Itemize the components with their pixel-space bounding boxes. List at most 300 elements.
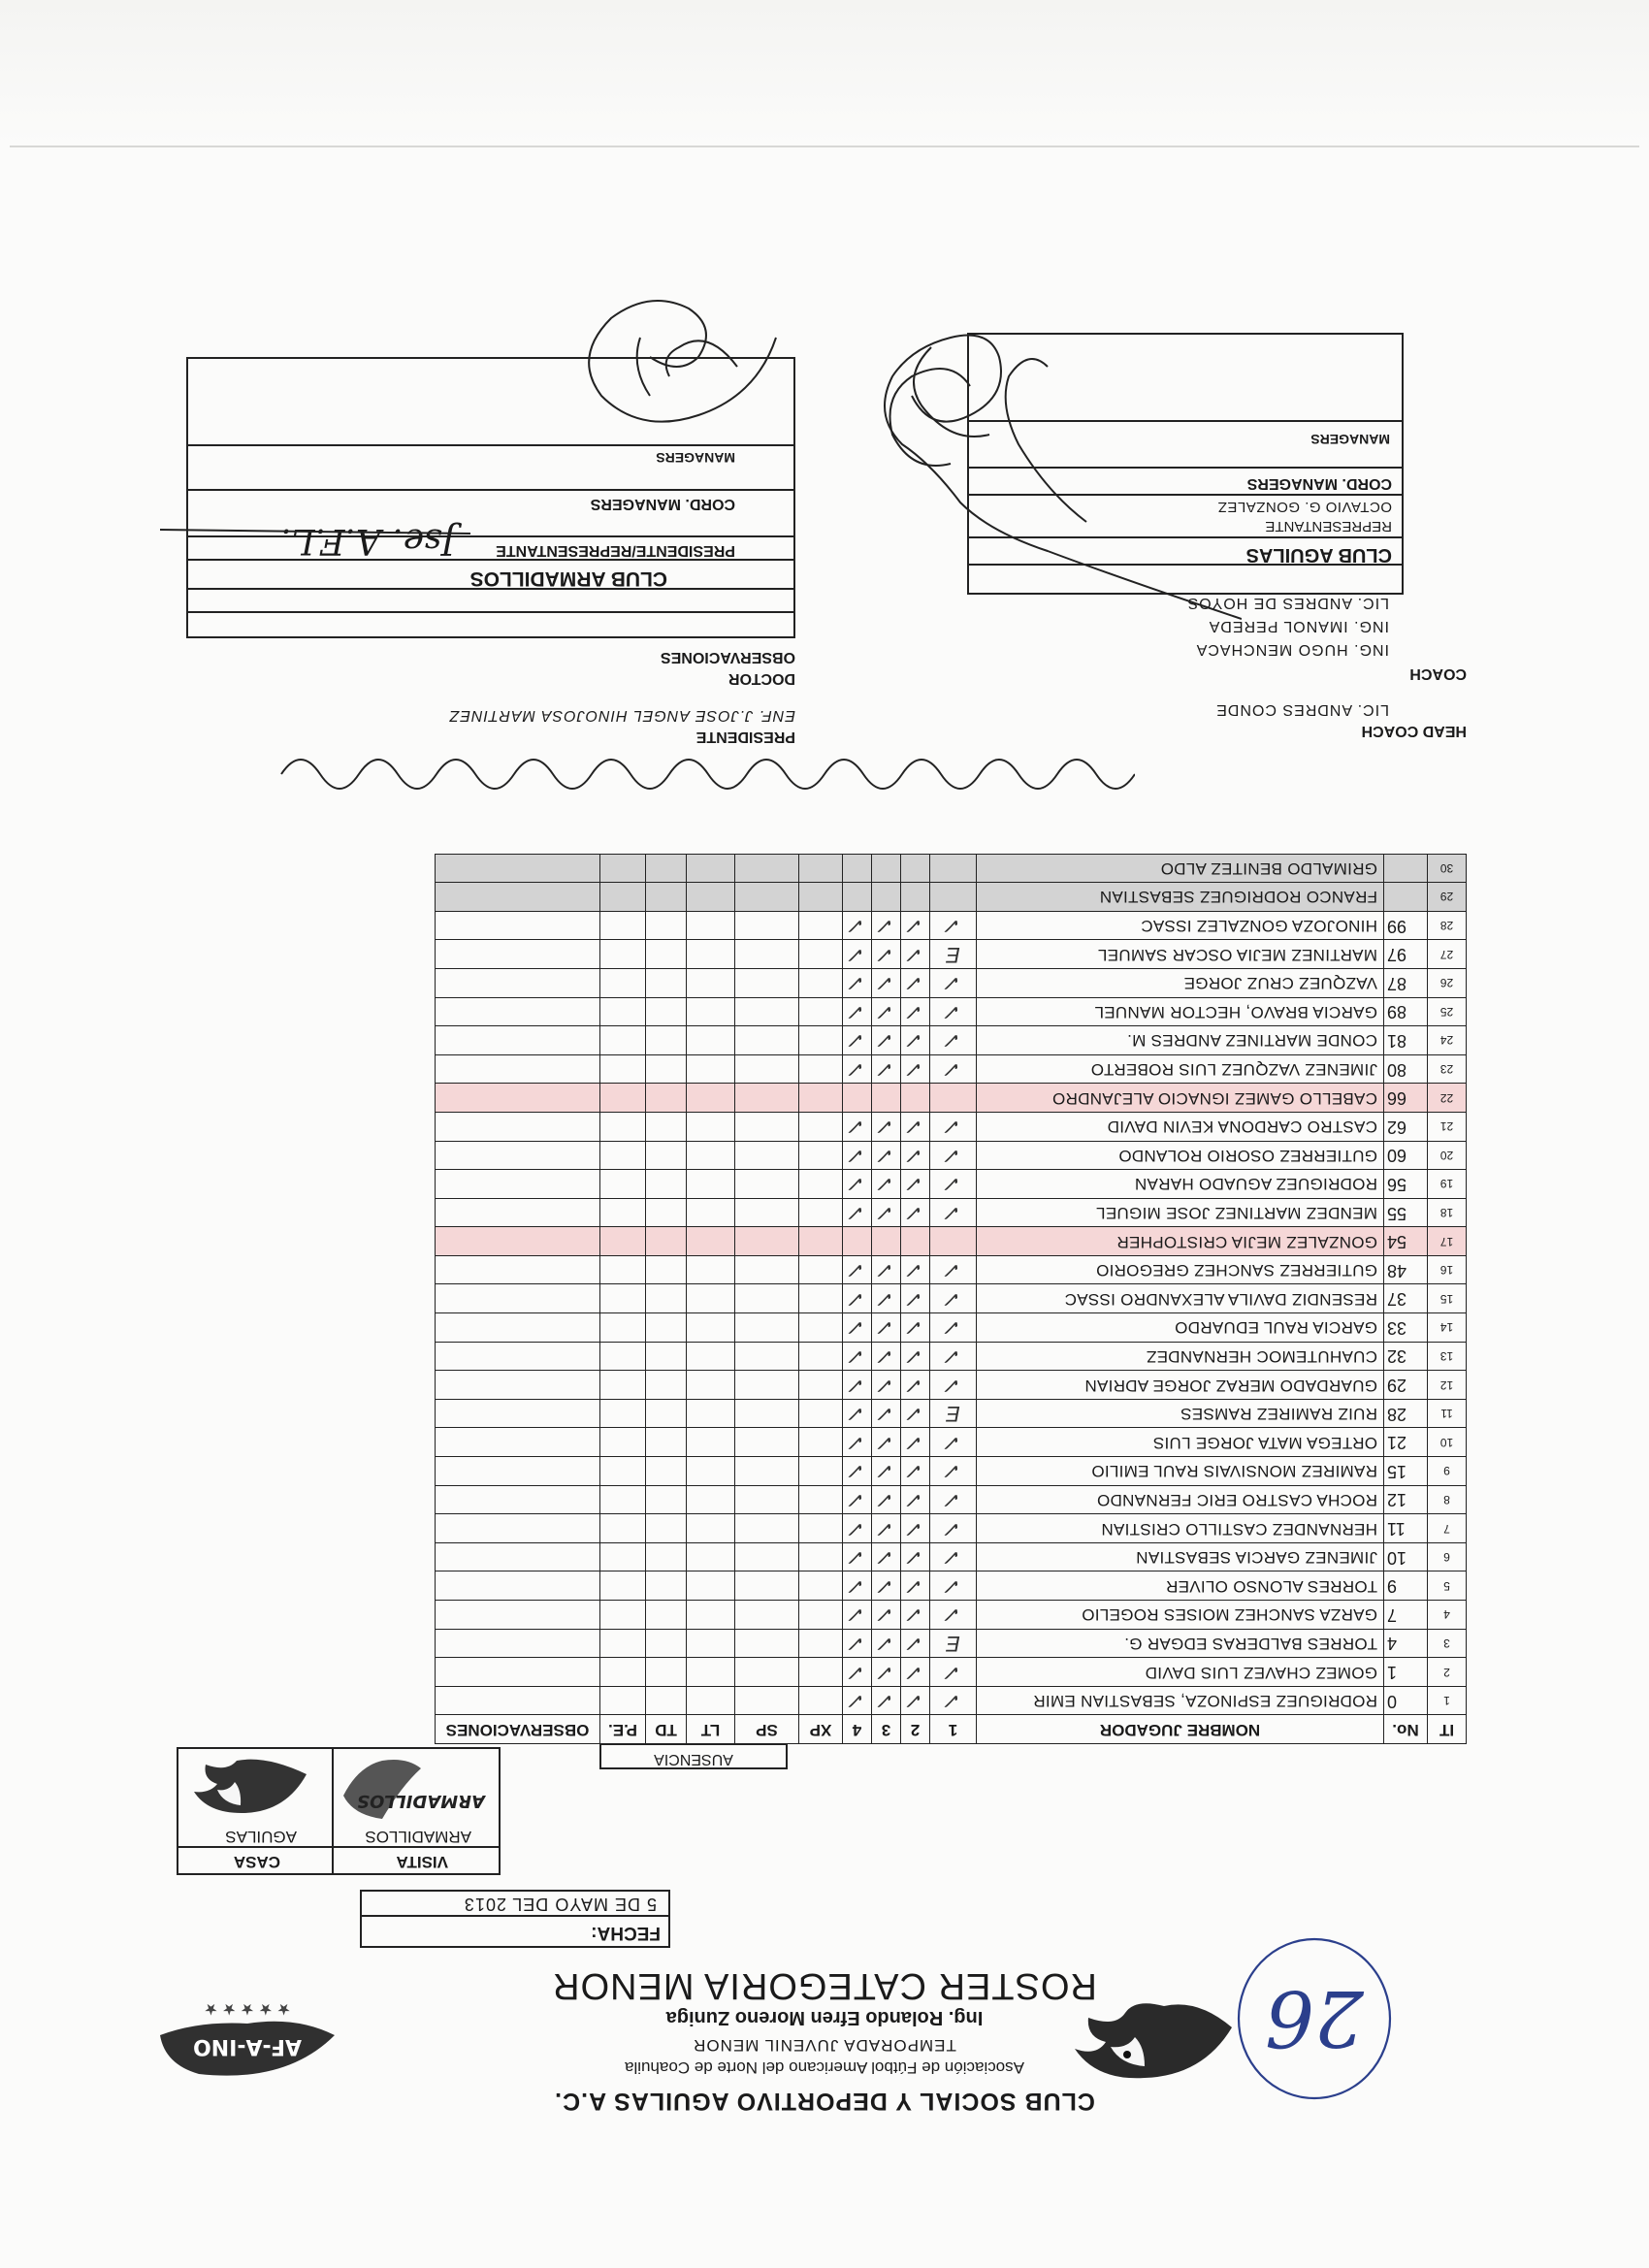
row-xp-cell	[799, 883, 843, 912]
row-lt-cell	[687, 1141, 735, 1170]
row-quarter-mark-4: ✓	[843, 1542, 872, 1571]
row-quarter-mark-4: ✓	[843, 968, 872, 997]
row-item-number: 5	[1428, 1571, 1467, 1601]
row-quarter-mark-1: ✓	[930, 1141, 977, 1170]
row-quarter-mark-4: ✓	[843, 1399, 872, 1428]
row-pe-cell	[600, 1170, 646, 1199]
row-quarter-mark-1: ✓	[930, 968, 977, 997]
row-quarter-mark-4: ✓	[843, 1686, 872, 1715]
row-td-cell	[646, 1399, 687, 1428]
row-observaciones-cell	[436, 1428, 600, 1457]
row-td-cell	[646, 1227, 687, 1256]
roster-row	[436, 1601, 1467, 1630]
row-item-number: 8	[1428, 1485, 1467, 1514]
row-observaciones-cell	[436, 854, 600, 883]
ausencia-2-header: 2	[901, 1715, 930, 1744]
row-sp-cell	[735, 1141, 799, 1170]
row-quarter-mark-4: ✓	[843, 1112, 872, 1141]
row-jersey-number: 33	[1384, 1313, 1428, 1343]
row-td-cell	[646, 940, 687, 969]
svg-text:★ ★ ★ ★ ★: ★ ★ ★ ★ ★	[204, 2000, 291, 2017]
row-quarter-mark-4: ✓	[843, 997, 872, 1026]
casa-label: CASA	[233, 1853, 280, 1871]
row-sp-cell	[735, 1284, 799, 1313]
row-quarter-mark-3: ✓	[872, 1342, 901, 1371]
row-quarter-mark-3: ✓	[872, 1658, 901, 1687]
row-observaciones-cell	[436, 911, 600, 940]
row-quarter-mark-1: ✓	[930, 1198, 977, 1227]
row-quarter-mark-4: ✓	[843, 1313, 872, 1343]
row-item-number: 25	[1428, 997, 1467, 1026]
row-player-name: TORRES ALONSO OLIVER	[977, 1571, 1384, 1601]
row-quarter-mark-4: ✓	[843, 1198, 872, 1227]
association-name: Asociación de Fútbol Americano del Norte de Coahuila	[624, 2058, 1025, 2077]
row-quarter-mark-2: ✓	[901, 1371, 930, 1400]
row-quarter-mark-3: ✓	[872, 1514, 901, 1543]
row-sp-cell	[735, 1457, 799, 1486]
row-observaciones-cell	[436, 1542, 600, 1571]
row-xp-cell	[799, 1457, 843, 1486]
row-observaciones-cell	[436, 1629, 600, 1658]
row-pe-cell	[600, 1514, 646, 1543]
row-jersey-number: 66	[1384, 1084, 1428, 1113]
row-observaciones-cell	[436, 1371, 600, 1400]
row-quarter-mark-3: ✓	[872, 1601, 901, 1630]
row-xp-cell	[799, 1658, 843, 1687]
row-quarter-mark-2: ✓	[901, 1284, 930, 1313]
row-quarter-mark-2: ✓	[901, 1198, 930, 1227]
roster-row	[436, 1399, 1467, 1428]
head-coach-label: HEAD COACH	[1361, 723, 1467, 739]
row-xp-cell	[799, 1227, 843, 1256]
roster-row	[436, 1255, 1467, 1284]
row-sp-cell	[735, 1026, 799, 1055]
row-quarter-mark-3	[872, 1227, 901, 1256]
row-sp-cell	[735, 1054, 799, 1084]
row-jersey-number: 48	[1384, 1255, 1428, 1284]
row-xp-cell	[799, 1313, 843, 1343]
row-item-number: 21	[1428, 1112, 1467, 1141]
row-player-name: ROCHA CASTRO ERIC FERNANDO	[977, 1485, 1384, 1514]
aguilas-team-logo-icon	[188, 1751, 314, 1823]
row-sp-cell	[735, 940, 799, 969]
row-xp-cell	[799, 1198, 843, 1227]
row-player-name: GARZA SANCHEZ MOISES ROGELIO	[977, 1601, 1384, 1630]
roster-row	[436, 997, 1467, 1026]
row-quarter-mark-4: ✓	[843, 1255, 872, 1284]
row-quarter-mark-2: ✓	[901, 1112, 930, 1141]
row-item-number: 10	[1428, 1428, 1467, 1457]
row-player-name: GARCIA BRAVO, HECTOR MANUEL	[977, 997, 1384, 1026]
row-xp-cell	[799, 1399, 843, 1428]
row-player-name: JIMENEZ GARCIA SEBASTIAN	[977, 1542, 1384, 1571]
roster-row	[436, 1141, 1467, 1170]
row-player-name: GUTIERREZ OSORIO ROLANDO	[977, 1141, 1384, 1170]
teams-box	[177, 1747, 501, 1875]
row-td-cell	[646, 1686, 687, 1715]
row-lt-cell	[687, 1255, 735, 1284]
row-quarter-mark-2: ✓	[901, 1342, 930, 1371]
row-xp-cell	[799, 854, 843, 883]
row-lt-cell	[687, 883, 735, 912]
row-quarter-mark-3: ✓	[872, 1313, 901, 1343]
row-xp-cell	[799, 940, 843, 969]
row-quarter-mark-4: ✓	[843, 1514, 872, 1543]
row-lt-cell	[687, 1170, 735, 1199]
row-sp-cell	[735, 1084, 799, 1113]
row-sp-cell	[735, 997, 799, 1026]
row-quarter-mark-2	[901, 1084, 930, 1113]
row-player-name: RODRIGUEZ ESPINOZA, SEBASTIAN EMIR	[977, 1686, 1384, 1715]
row-jersey-number: 15	[1384, 1457, 1428, 1486]
row-pe-cell	[600, 1542, 646, 1571]
row-sp-cell	[735, 1542, 799, 1571]
row-td-cell	[646, 1542, 687, 1571]
row-quarter-mark-2: ✓	[901, 1255, 930, 1284]
row-observaciones-cell	[436, 1284, 600, 1313]
row-player-name: ORTEGA MATA JORGE LUIS	[977, 1428, 1384, 1457]
row-item-number: 27	[1428, 940, 1467, 969]
row-observaciones-cell	[436, 1686, 600, 1715]
row-observaciones-cell	[436, 1170, 600, 1199]
armadillos-handwritten: Jse. A.F.L.	[280, 521, 456, 561]
row-lt-cell	[687, 1112, 735, 1141]
row-quarter-mark-3: ✓	[872, 911, 901, 940]
row-xp-cell	[799, 1026, 843, 1055]
row-pe-cell	[600, 911, 646, 940]
armadillos-signature	[543, 279, 795, 454]
row-lt-cell	[687, 1227, 735, 1256]
row-td-cell	[646, 1084, 687, 1113]
row-lt-cell	[687, 1542, 735, 1571]
row-xp-cell	[799, 1255, 843, 1284]
row-lt-cell	[687, 1428, 735, 1457]
row-item-number: 12	[1428, 1371, 1467, 1400]
fecha-value: 5 DE MAYO DEL 2013	[463, 1895, 657, 1914]
roster-body	[436, 854, 1467, 1715]
row-quarter-mark-3: ✓	[872, 1284, 901, 1313]
roster-row	[436, 1112, 1467, 1141]
row-quarter-mark-1: ✓	[930, 1342, 977, 1371]
row-quarter-mark-1: ✓	[930, 1571, 977, 1601]
row-quarter-mark-1	[930, 1227, 977, 1256]
row-lt-cell	[687, 854, 735, 883]
row-quarter-mark-4: ✓	[843, 1457, 872, 1486]
row-xp-cell	[799, 1371, 843, 1400]
season-name: TEMPORADA JUVENIL MENOR	[693, 2036, 956, 2055]
row-quarter-mark-3	[872, 883, 901, 912]
head-coach-name: LIC. ANDRES CONDE	[1215, 701, 1389, 718]
row-xp-cell	[799, 1170, 843, 1199]
row-sp-cell	[735, 1485, 799, 1514]
row-quarter-mark-4: ✓	[843, 911, 872, 940]
row-player-name: RESENDIZ DAVILA ALEXANDRO ISSAC	[977, 1284, 1384, 1313]
roster-row	[436, 1084, 1467, 1113]
row-jersey-number: 97	[1384, 940, 1428, 969]
row-jersey-number: 28	[1384, 1399, 1428, 1428]
row-quarter-mark-3: ✓	[872, 997, 901, 1026]
row-player-name: MENDEZ MARTINEZ JOSE MIGUEL	[977, 1198, 1384, 1227]
row-jersey-number: 89	[1384, 997, 1428, 1026]
row-xp-cell	[799, 1342, 843, 1371]
row-quarter-mark-4: ✓	[843, 940, 872, 969]
row-quarter-mark-2	[901, 883, 930, 912]
row-quarter-mark-4: ✓	[843, 1658, 872, 1687]
row-quarter-mark-1	[930, 883, 977, 912]
row-sp-cell	[735, 1255, 799, 1284]
row-lt-cell	[687, 1026, 735, 1055]
row-jersey-number: 12	[1384, 1485, 1428, 1514]
roster-row	[436, 1371, 1467, 1400]
fecha-label: FECHA:	[591, 1923, 661, 1943]
coach-1: ING. HUGO MENCHACA	[1195, 641, 1389, 658]
row-pe-cell	[600, 1255, 646, 1284]
row-jersey-number: 32	[1384, 1342, 1428, 1371]
row-pe-cell	[600, 1141, 646, 1170]
row-td-cell	[646, 1629, 687, 1658]
row-quarter-mark-4: ✓	[843, 1284, 872, 1313]
row-quarter-mark-3: ✓	[872, 1542, 901, 1571]
row-player-name: RODRIGUEZ AGUADO HARAN	[977, 1170, 1384, 1199]
row-jersey-number: 56	[1384, 1170, 1428, 1199]
row-observaciones-cell	[436, 1658, 600, 1687]
armadillos-rep-label: PRESIDENTE/REPRESENTANTE	[496, 542, 735, 559]
roster-row	[436, 968, 1467, 997]
row-td-cell	[646, 1112, 687, 1141]
row-quarter-mark-1: E	[930, 1629, 977, 1658]
row-observaciones-cell	[436, 883, 600, 912]
row-lt-cell	[687, 940, 735, 969]
row-pe-cell	[600, 1629, 646, 1658]
row-pe-cell	[600, 1313, 646, 1343]
row-pe-cell	[600, 1686, 646, 1715]
svg-text:26: 26	[1265, 1973, 1364, 2063]
row-quarter-mark-3: ✓	[872, 1112, 901, 1141]
row-pe-cell	[600, 1371, 646, 1400]
row-lt-cell	[687, 1686, 735, 1715]
row-jersey-number: 4	[1384, 1629, 1428, 1658]
pe-header: P.E.	[600, 1715, 646, 1744]
row-sp-cell	[735, 1571, 799, 1601]
row-quarter-mark-3: ✓	[872, 1428, 901, 1457]
row-quarter-mark-3	[872, 1084, 901, 1113]
roster-row	[436, 883, 1467, 912]
row-quarter-mark-2: ✓	[901, 911, 930, 940]
row-observaciones-cell	[436, 1198, 600, 1227]
row-quarter-mark-3: ✓	[872, 1026, 901, 1055]
row-xp-cell	[799, 1141, 843, 1170]
aguilas-rep-name: OCTAVIO G. GONZALEZ	[1217, 499, 1392, 515]
handwritten-circle-number	[1222, 1924, 1406, 2108]
row-quarter-mark-4: ✓	[843, 1571, 872, 1601]
row-quarter-mark-2	[901, 1227, 930, 1256]
row-td-cell	[646, 1342, 687, 1371]
row-item-number: 20	[1428, 1141, 1467, 1170]
row-sp-cell	[735, 1428, 799, 1457]
row-observaciones-cell	[436, 1571, 600, 1601]
row-quarter-mark-2: ✓	[901, 1542, 930, 1571]
row-quarter-mark-1: ✓	[930, 1428, 977, 1457]
roster-row	[436, 1514, 1467, 1543]
roster-row	[436, 1026, 1467, 1055]
row-td-cell	[646, 1284, 687, 1313]
row-sp-cell	[735, 883, 799, 912]
row-lt-cell	[687, 1629, 735, 1658]
row-quarter-mark-2: ✓	[901, 1026, 930, 1055]
row-quarter-mark-1: E	[930, 940, 977, 969]
row-xp-cell	[799, 1084, 843, 1113]
row-td-cell	[646, 1313, 687, 1343]
visita-team: ARMADILLOS	[365, 1828, 471, 1846]
row-quarter-mark-4: ✓	[843, 1342, 872, 1371]
row-item-number: 29	[1428, 883, 1467, 912]
row-xp-cell	[799, 997, 843, 1026]
row-sp-cell	[735, 1371, 799, 1400]
row-item-number: 1	[1428, 1686, 1467, 1715]
row-quarter-mark-2: ✓	[901, 1514, 930, 1543]
row-pe-cell	[600, 997, 646, 1026]
row-observaciones-cell	[436, 997, 600, 1026]
row-quarter-mark-1: ✓	[930, 1686, 977, 1715]
row-jersey-number	[1384, 883, 1428, 912]
coach-label: COACH	[1409, 665, 1467, 682]
row-td-cell	[646, 1371, 687, 1400]
row-td-cell	[646, 1658, 687, 1687]
row-jersey-number: 29	[1384, 1371, 1428, 1400]
row-quarter-mark-1: ✓	[930, 1284, 977, 1313]
row-player-name: RUIZ RAMIREZ RAMSES	[977, 1399, 1384, 1428]
row-pe-cell	[600, 1658, 646, 1687]
row-lt-cell	[687, 1485, 735, 1514]
row-sp-cell	[735, 854, 799, 883]
row-xp-cell	[799, 1686, 843, 1715]
row-player-name: CUAHUTEMOC HERNANDEZ	[977, 1342, 1384, 1371]
armadillos-team-logo-icon	[339, 1751, 489, 1825]
xp-header: XP	[799, 1715, 843, 1744]
row-quarter-mark-1: ✓	[930, 1112, 977, 1141]
row-xp-cell	[799, 1485, 843, 1514]
row-pe-cell	[600, 1054, 646, 1084]
row-item-number: 22	[1428, 1084, 1467, 1113]
row-jersey-number: 11	[1384, 1514, 1428, 1543]
fecha-box	[360, 1890, 670, 1948]
row-xp-cell	[799, 1112, 843, 1141]
roster-row	[436, 1485, 1467, 1514]
row-quarter-mark-1: ✓	[930, 1542, 977, 1571]
row-sp-cell	[735, 1198, 799, 1227]
row-quarter-mark-3: ✓	[872, 1485, 901, 1514]
row-quarter-mark-3: ✓	[872, 940, 901, 969]
aguilas-rep-label: REPRESENTANTE	[1265, 518, 1392, 535]
row-player-name: CABELLO GAMEZ IGNACIO ALEJANDRO	[977, 1084, 1384, 1113]
row-td-cell	[646, 883, 687, 912]
row-lt-cell	[687, 1054, 735, 1084]
row-item-number: 14	[1428, 1313, 1467, 1343]
row-jersey-number: 9	[1384, 1571, 1428, 1601]
row-quarter-mark-3: ✓	[872, 1371, 901, 1400]
row-td-cell	[646, 1255, 687, 1284]
row-jersey-number: 60	[1384, 1141, 1428, 1170]
row-observaciones-cell	[436, 1342, 600, 1371]
row-quarter-mark-2: ✓	[901, 1457, 930, 1486]
row-item-number: 28	[1428, 911, 1467, 940]
row-td-cell	[646, 1170, 687, 1199]
row-quarter-mark-2: ✓	[901, 1601, 930, 1630]
row-xp-cell	[799, 1428, 843, 1457]
row-quarter-mark-4: ✓	[843, 1601, 872, 1630]
row-xp-cell	[799, 1514, 843, 1543]
row-lt-cell	[687, 1601, 735, 1630]
roster-title: ROSTER CATEGORIA MENOR	[552, 1965, 1097, 2006]
row-observaciones-cell	[436, 1054, 600, 1084]
ausencia-label: AUSENCIA	[654, 1751, 733, 1767]
aguilas-title: CLUB AGUILAS	[1245, 544, 1392, 566]
row-observaciones-cell	[436, 1227, 600, 1256]
row-pe-cell	[600, 1026, 646, 1055]
row-quarter-mark-4	[843, 1084, 872, 1113]
row-observaciones-cell	[436, 1313, 600, 1343]
row-td-cell	[646, 1514, 687, 1543]
row-pe-cell	[600, 1112, 646, 1141]
row-item-number: 3	[1428, 1629, 1467, 1658]
row-player-name: VAZQUEZ CRUZ JORGE	[977, 968, 1384, 997]
row-lt-cell	[687, 1514, 735, 1543]
row-jersey-number: 80	[1384, 1054, 1428, 1084]
row-pe-cell	[600, 940, 646, 969]
row-lt-cell	[687, 968, 735, 997]
roster-row	[436, 911, 1467, 940]
row-observaciones-cell	[436, 1457, 600, 1486]
row-player-name: HINOJOZA GONZALEZ ISSAC	[977, 911, 1384, 940]
row-td-cell	[646, 1428, 687, 1457]
row-player-name: GARCIA RAUL EDUARDO	[977, 1313, 1384, 1343]
coach-3: LIC. ANDRES DE HOYOS	[1186, 595, 1389, 611]
row-quarter-mark-4: ✓	[843, 1485, 872, 1514]
row-jersey-number: 99	[1384, 911, 1428, 940]
row-pe-cell	[600, 1084, 646, 1113]
row-quarter-mark-1	[930, 854, 977, 883]
aguilas-managers-label: MANAGERS	[1310, 432, 1390, 447]
row-pe-cell	[600, 1601, 646, 1630]
roster-row	[436, 1571, 1467, 1601]
row-quarter-mark-1: ✓	[930, 1658, 977, 1687]
row-quarter-mark-1: E	[930, 1399, 977, 1428]
row-quarter-mark-4: ✓	[843, 1629, 872, 1658]
row-sp-cell	[735, 1601, 799, 1630]
coach-2: ING. IMANOL PEREDA	[1208, 618, 1389, 634]
row-observaciones-cell	[436, 940, 600, 969]
presidente-name: ENF. J.JOSE ANGEL HINOJOSA MARTINEZ	[448, 707, 795, 724]
row-quarter-mark-2: ✓	[901, 1571, 930, 1601]
row-quarter-mark-3: ✓	[872, 1399, 901, 1428]
row-item-number: 18	[1428, 1198, 1467, 1227]
row-td-cell	[646, 1485, 687, 1514]
row-lt-cell	[687, 1399, 735, 1428]
roster-row	[436, 1313, 1467, 1343]
row-quarter-mark-1: ✓	[930, 1255, 977, 1284]
row-quarter-mark-1: ✓	[930, 1054, 977, 1084]
row-quarter-mark-2: ✓	[901, 1658, 930, 1687]
roster-row	[436, 854, 1467, 883]
row-sp-cell	[735, 1399, 799, 1428]
roster-row	[436, 1658, 1467, 1687]
row-player-name: CASTRO CARDONA KEVIN DAVID	[977, 1112, 1384, 1141]
roster-row	[436, 1227, 1467, 1256]
row-quarter-mark-2: ✓	[901, 1686, 930, 1715]
observaciones-header: OBSERVACIONES	[436, 1715, 600, 1744]
row-player-name: JIMENEZ VAZQUEZ LUIS ROBERTO	[977, 1054, 1384, 1084]
row-jersey-number: 1	[1384, 1658, 1428, 1687]
